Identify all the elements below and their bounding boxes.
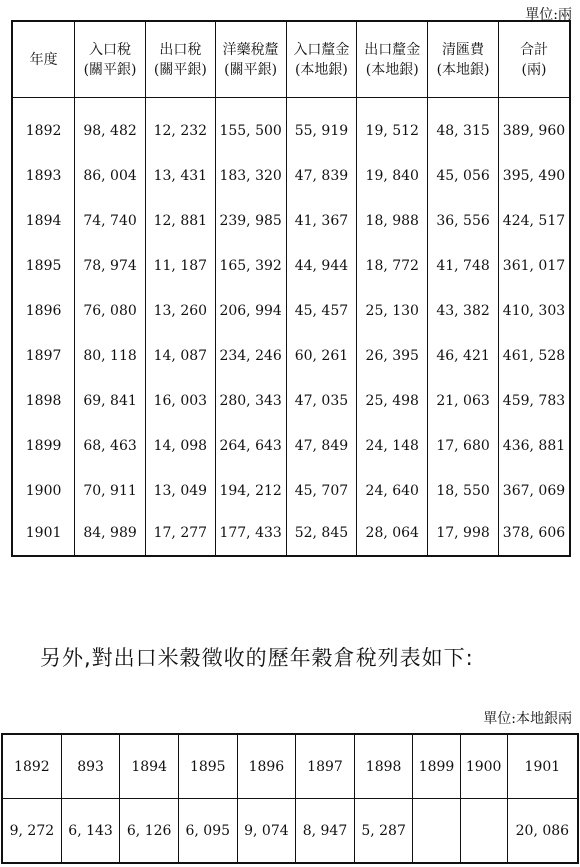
- header-export-likin: 出口釐金 (本地銀): [357, 21, 428, 98]
- table-row: [12, 153, 570, 198]
- table-cell: 1899: [12, 423, 75, 468]
- table-cell: 28, 064: [357, 513, 428, 556]
- table-cell: 234, 246: [215, 333, 286, 378]
- table-cell: 36, 556: [428, 198, 499, 243]
- table-cell: 367, 069: [498, 468, 570, 513]
- table-cell: 459, 783: [498, 378, 570, 423]
- table-cell: 21, 063: [428, 378, 499, 423]
- table-cell: 11, 187: [145, 243, 215, 288]
- table-cell: 410, 303: [498, 288, 570, 333]
- table-cell: 1894: [12, 198, 75, 243]
- table-cell: 264, 643: [215, 423, 286, 468]
- table-cell: 98, 482: [75, 98, 146, 154]
- table-row: [12, 243, 570, 288]
- table-cell: 893: [61, 734, 120, 799]
- table-cell: 84, 989: [75, 513, 146, 556]
- table-cell: 12, 232: [145, 98, 215, 154]
- table-row: [12, 288, 570, 333]
- table-cell: 52, 845: [286, 513, 357, 556]
- header-remittance-fee: 清匯費 (本地銀): [428, 21, 499, 98]
- table-cell: 47, 035: [286, 378, 357, 423]
- table-cell: 1896: [12, 288, 75, 333]
- table-cell: 18, 988: [357, 198, 428, 243]
- table-cell: 17, 998: [428, 513, 499, 556]
- table-cell: 6, 095: [178, 799, 237, 864]
- table-cell: 1901: [12, 513, 75, 556]
- table-cell: 55, 919: [286, 98, 357, 154]
- table-cell: 8, 947: [296, 799, 355, 864]
- table-cell: 1900: [460, 734, 507, 799]
- table-cell: 17, 680: [428, 423, 499, 468]
- table-cell: 1895: [178, 734, 237, 799]
- table-cell: 43, 382: [428, 288, 499, 333]
- granary-tax-table: [1, 733, 579, 864]
- table-cell: 1897: [12, 333, 75, 378]
- header-export-duty: 出口稅 (關平銀): [145, 21, 215, 98]
- table-cell: 47, 839: [286, 153, 357, 198]
- table-cell: 280, 343: [215, 378, 286, 423]
- table-cell: 17, 277: [145, 513, 215, 556]
- table-cell: 48, 315: [428, 98, 499, 154]
- table-cell: 9, 074: [237, 799, 296, 864]
- table-cell: 45, 056: [428, 153, 499, 198]
- table-row: [2, 734, 578, 799]
- table-cell: 155, 500: [215, 98, 286, 154]
- table-cell: 60, 261: [286, 333, 357, 378]
- table-cell: 70, 911: [75, 468, 146, 513]
- table-cell: 1898: [12, 378, 75, 423]
- table-row: [12, 423, 570, 468]
- table-cell: 26, 395: [357, 333, 428, 378]
- table-cell: 361, 017: [498, 243, 570, 288]
- header-year: 年度: [12, 21, 75, 98]
- table-cell: 1895: [12, 243, 75, 288]
- table-cell: 46, 421: [428, 333, 499, 378]
- table-cell: 86, 004: [75, 153, 146, 198]
- table-row: [2, 799, 578, 864]
- table-cell: 41, 367: [286, 198, 357, 243]
- table-cell: 6, 126: [120, 799, 179, 864]
- table-cell: 14, 087: [145, 333, 215, 378]
- body-sentence: 另外,對出口米穀徵收的歷年穀倉稅列表如下:: [40, 646, 474, 670]
- table-cell: 183, 320: [215, 153, 286, 198]
- table-cell: 19, 512: [357, 98, 428, 154]
- table-cell: 395, 490: [498, 153, 570, 198]
- table-cell: 177, 433: [215, 513, 286, 556]
- table-cell: 461, 528: [498, 333, 570, 378]
- table-cell: 13, 049: [145, 468, 215, 513]
- table-cell: 1901: [507, 734, 578, 799]
- table-row: [12, 378, 570, 423]
- customs-revenue-table: [11, 20, 571, 557]
- table-cell: 1897: [296, 734, 355, 799]
- table-cell: 76, 080: [75, 288, 146, 333]
- table-cell: [460, 799, 507, 864]
- table-cell: 13, 260: [145, 288, 215, 333]
- table-cell: 389, 960: [498, 98, 570, 154]
- table-cell: 24, 148: [357, 423, 428, 468]
- table-cell: 24, 640: [357, 468, 428, 513]
- table-cell: 19, 840: [357, 153, 428, 198]
- table-cell: 9, 272: [2, 799, 61, 864]
- table-cell: 13, 431: [145, 153, 215, 198]
- table-cell: 68, 463: [75, 423, 146, 468]
- table-cell: 1899: [413, 734, 460, 799]
- table-row: [12, 513, 570, 556]
- table-row: [12, 98, 570, 154]
- table-cell: 45, 707: [286, 468, 357, 513]
- header-import-likin: 入口釐金 (本地銀): [286, 21, 357, 98]
- table-cell: 80, 118: [75, 333, 146, 378]
- table-cell: 16, 003: [145, 378, 215, 423]
- table-cell: 1892: [12, 98, 75, 154]
- table-row: [12, 468, 570, 513]
- table-cell: 74, 740: [75, 198, 146, 243]
- table-row: [12, 333, 570, 378]
- table-cell: 165, 392: [215, 243, 286, 288]
- table-cell: 378, 606: [498, 513, 570, 556]
- table-cell: 20, 086: [507, 799, 578, 864]
- table-cell: 194, 212: [215, 468, 286, 513]
- table-cell: 69, 841: [75, 378, 146, 423]
- table-cell: 1892: [2, 734, 61, 799]
- header-import-duty: 入口稅 (關平銀): [75, 21, 146, 98]
- table-cell: 424, 517: [498, 198, 570, 243]
- table-cell: 18, 772: [357, 243, 428, 288]
- unit-label-top: 單位:兩: [525, 7, 572, 23]
- table-cell: 6, 143: [61, 799, 120, 864]
- table-cell: 239, 985: [215, 198, 286, 243]
- table-cell: 1898: [354, 734, 413, 799]
- table-cell: 78, 974: [75, 243, 146, 288]
- table-cell: 47, 849: [286, 423, 357, 468]
- table-cell: 25, 130: [357, 288, 428, 333]
- table-row: [12, 198, 570, 243]
- table-cell: 1896: [237, 734, 296, 799]
- table-cell: 44, 944: [286, 243, 357, 288]
- table-cell: 14, 098: [145, 423, 215, 468]
- table-cell: 206, 994: [215, 288, 286, 333]
- table-cell: 12, 881: [145, 198, 215, 243]
- unit-label-bottom: 單位:本地銀兩: [483, 711, 572, 727]
- table-cell: [413, 799, 460, 864]
- table-cell: 18, 550: [428, 468, 499, 513]
- table-cell: 1894: [120, 734, 179, 799]
- header-opium-duty: 洋藥稅釐 (關平銀): [215, 21, 286, 98]
- table-cell: 1900: [12, 468, 75, 513]
- table-header-row: [12, 21, 570, 98]
- table-cell: 5, 287: [354, 799, 413, 864]
- header-total: 合計 (兩): [498, 21, 570, 98]
- table-cell: 45, 457: [286, 288, 357, 333]
- table-cell: 436, 881: [498, 423, 570, 468]
- table-cell: 1893: [12, 153, 75, 198]
- table-cell: 25, 498: [357, 378, 428, 423]
- table-cell: 41, 748: [428, 243, 499, 288]
